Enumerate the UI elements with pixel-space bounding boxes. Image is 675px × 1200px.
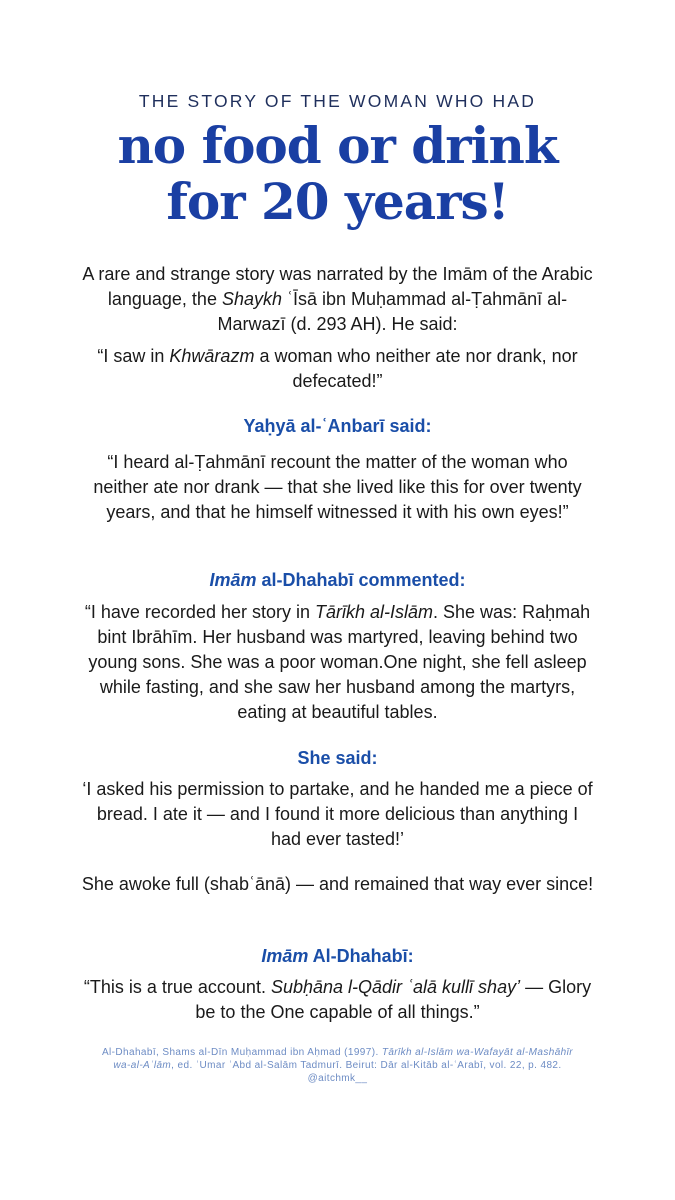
- intro-quote: “I saw in Khwārazm a woman who neither ate nor drank, nor defecated!”: [97, 346, 578, 391]
- intro-paragraph: A rare and strange story was narrated by the Imām of the Arabic language, the Shaykh ʿĪsā ibn Muḥammad al-Ṭahmānī al-Marwazī (d. 293 AH). He said:: [82, 264, 593, 334]
- section-text-anbari: “I heard al-Ṭahmānī recount the matter of the woman who neither ate nor drank — that she lived like this for over twenty years, and that he himself witnessed it with his own eyes!”: [93, 452, 582, 522]
- section-heading-dhahabi-commented: Imām al-Dhahabī commented:: [209, 570, 466, 590]
- section-text-awoke: She awoke full (shabʿānā) — and remained that way ever since!: [81, 874, 594, 894]
- section-text-dhahabi: “This is a true account. Subḥāna l-Qādir ʿalā kullī shay’ — Glory be to the One capable of all things.”: [83, 977, 592, 1022]
- citation: Al-Dhahabī, Shams al-Dīn Muḥammad ibn Aḥmad (1997). Tārīkh al-Islām wa-Wafayāt al-Mashāhīr wa-al-Aʿlām, ed. ʿUmar ʿAbd al-Salām Tadmurī. Beirut: Dār al-Kitāb al-ʿArabī, vol. 22, p. 482. @aitchmk__: [101, 1047, 573, 1084]
- headline-line-2: for 20 years!: [166, 172, 509, 231]
- section-heading-anbari: Yaḥyā al-ʿAnbarī said:: [243, 416, 432, 436]
- section-heading-she-said: She said:: [297, 748, 378, 768]
- section-heading-dhahabi: Imām Al-Dhahabī:: [261, 946, 414, 966]
- kicker-title: THE STORY OF THE WOMAN WHO HAD: [138, 91, 537, 111]
- headline-line-1: no food or drink: [117, 116, 558, 175]
- section-quote-she-said: ‘I asked his permission to partake, and he handed me a piece of bread. I ate it — and I found it more delicious than anything I had ever tasted!’: [82, 779, 593, 849]
- section-text-dhahabi-commented: “I have recorded her story in Tārīkh al-Islām. She was: Raḥmah bint Ibrāhīm. Her husband was martyred, leaving behind two young sons. She was a poor woman.One night, she fell asleep while fasting, and she saw her husband among the martyrs, eating at beautiful tables.: [84, 602, 591, 722]
- headline: [0, 118, 675, 230]
